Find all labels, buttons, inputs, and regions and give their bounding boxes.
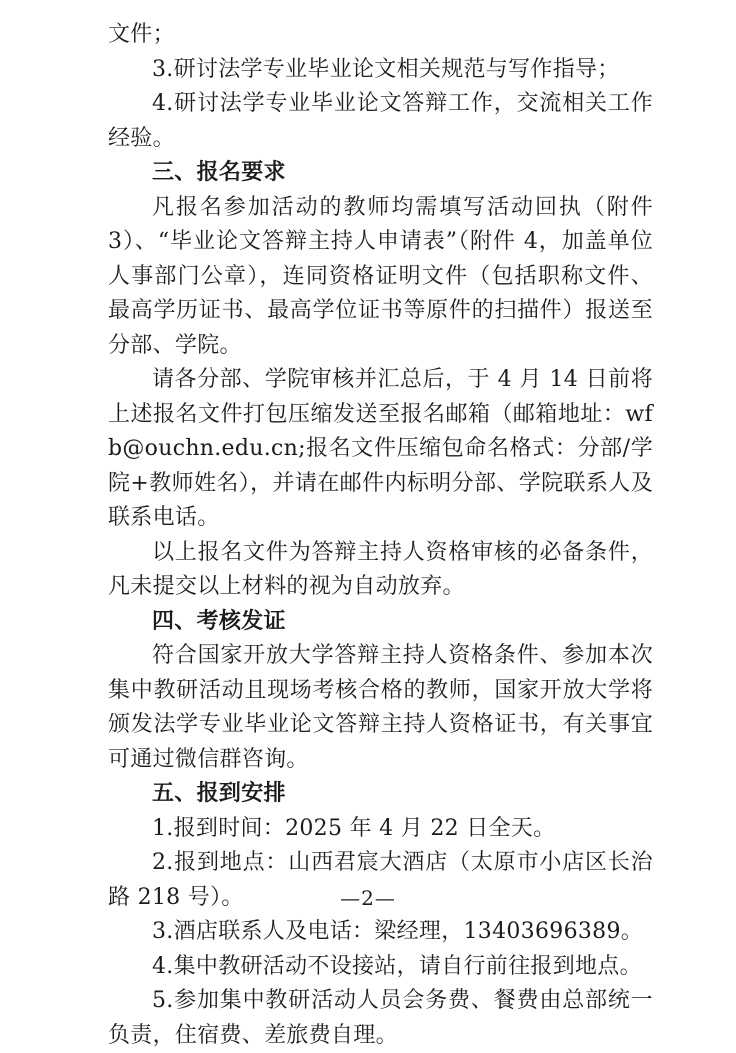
paragraph: 凡报名参加活动的教师均需填写活动回执（附件 3）、“毕业论文答辩主持人申请表”（附件 4，加盖单位人事部门公章），连同资格证明文件（包括职称文件、最高学历证书、最高学位证书等原件的扫描件）报送至分部、学院。	[108, 194, 653, 358]
section-heading: 四、考核发证	[152, 608, 286, 634]
section-registration-requirements	[108, 156, 653, 605]
paragraph: 2.报到地点：山西君宸大酒店（太原市小店区长治路 218 号）。	[108, 850, 653, 910]
numbered-item-3: 3.研讨法学专业毕业论文相关规范与写作指导；	[152, 56, 620, 82]
paragraph: 3.酒店联系人及电话：梁经理，13403696389。	[152, 919, 644, 944]
numbered-item-4: 4.研讨法学专业毕业论文答辩工作，交流相关工作经验。	[108, 91, 653, 151]
section-heading: 三、报名要求	[152, 160, 286, 185]
paragraph: 5.参加集中教研活动人员会务费、餐费由总部统一负责，住宿费、差旅费自理。	[108, 988, 653, 1048]
section-heading: 五、报到安排	[152, 781, 286, 806]
paragraph: 请各分部、学院审核并汇总后，于 4 月 14 日前将上述报名文件打包压缩发送至报名邮箱（邮箱地址：wfb@ouchn.edu.cn;报名文件压缩包命名格式：分部/学院+教师姓名），并请在邮件内标明分部、学院联系人及联系电话。	[108, 367, 653, 530]
paragraph: 以上报名文件为答辩主持人资格审核的必备条件，凡未提交以上材料的视为自动放弃。	[108, 539, 653, 599]
paragraph-continuation: 文件；	[108, 22, 175, 47]
section-checkin-arrangements	[108, 777, 653, 1053]
paragraph: 4.集中教研活动不设接站，请自行前往报到地点。	[152, 953, 642, 979]
section-assessment-certification	[108, 605, 653, 778]
paragraph: 符合国家开放大学答辩主持人资格条件、参加本次集中教研活动且现场考核合格的教师，国家开放大学将颁发法学专业毕业论文答辩主持人资格证书，有关事宜可通过微信群咨询。	[108, 643, 653, 772]
paragraph: 1.报到时间：2025 年 4 月 22 日全天。	[152, 815, 556, 841]
page-number: —2—	[340, 886, 396, 910]
